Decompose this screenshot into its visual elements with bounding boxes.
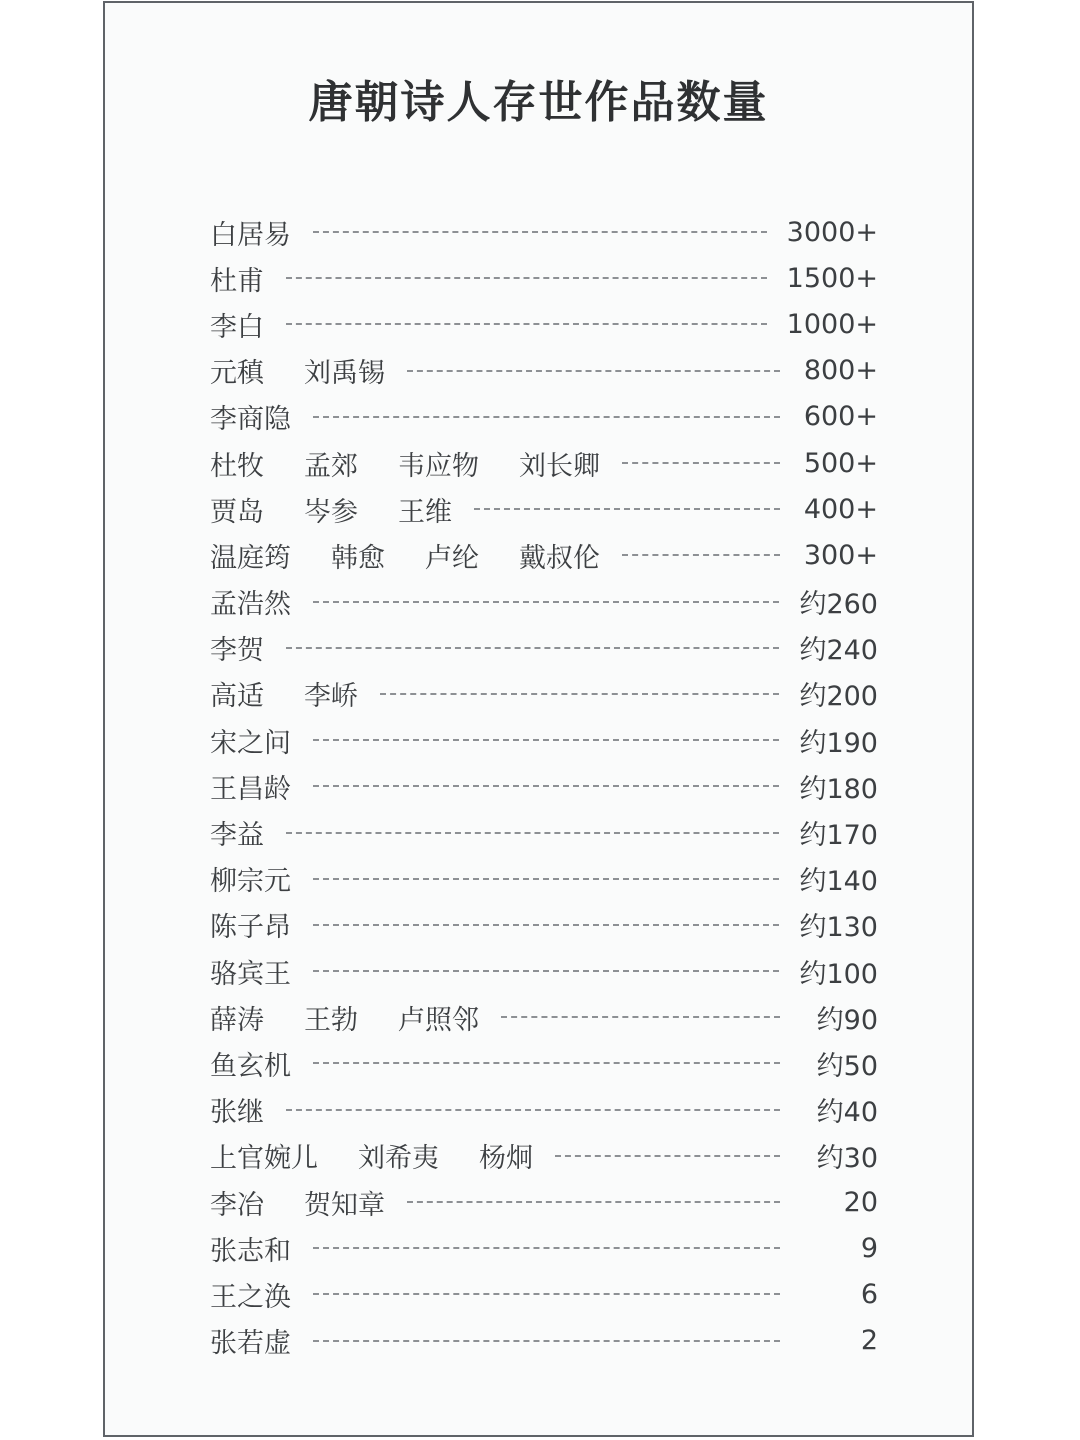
list-item bbox=[210, 763, 878, 809]
dash-leader bbox=[313, 1062, 780, 1064]
dash-leader bbox=[313, 739, 779, 741]
poet-name: 卢纶 bbox=[425, 542, 479, 574]
poet-name: 刘希夷 bbox=[358, 1143, 439, 1175]
dash-leader bbox=[313, 785, 779, 787]
dash-leader bbox=[286, 277, 767, 279]
poet-name: 刘禹锡 bbox=[304, 358, 385, 390]
list-item bbox=[210, 1133, 878, 1179]
work-count: 约180 bbox=[799, 773, 878, 805]
poet-names bbox=[210, 1090, 264, 1129]
poet-name: 杜牧 bbox=[210, 450, 264, 482]
list-item bbox=[210, 902, 878, 948]
work-count: 约50 bbox=[816, 1050, 878, 1082]
poet-name: 鱼玄机 bbox=[210, 1050, 291, 1082]
dash-leader bbox=[286, 832, 779, 834]
dash-leader bbox=[380, 693, 779, 695]
poet-name: 王勃 bbox=[304, 1004, 358, 1036]
list-item bbox=[210, 809, 878, 855]
list-item bbox=[210, 856, 878, 902]
poet-name: 孟浩然 bbox=[210, 589, 291, 621]
dash-leader bbox=[313, 1293, 780, 1295]
poet-name: 高适 bbox=[210, 681, 264, 713]
work-count: 9 bbox=[860, 1232, 878, 1264]
list-item bbox=[210, 1225, 878, 1271]
poet-name: 李白 bbox=[210, 311, 264, 343]
poet-name: 骆宾王 bbox=[210, 958, 291, 990]
poet-names bbox=[210, 998, 479, 1037]
dash-leader bbox=[313, 231, 767, 233]
poet-name: 张若虚 bbox=[210, 1328, 291, 1360]
page-title: 唐朝诗人存世作品数量 bbox=[308, 77, 769, 128]
poet-name: 孟郊 bbox=[304, 450, 358, 482]
poet-name: 刘长卿 bbox=[519, 450, 600, 482]
poet-name: 薛涛 bbox=[210, 1004, 264, 1036]
poet-names bbox=[210, 1321, 291, 1360]
work-count: 500+ bbox=[803, 447, 878, 479]
list-item bbox=[210, 486, 878, 532]
work-count: 约40 bbox=[816, 1097, 878, 1129]
poet-name: 贾岛 bbox=[210, 496, 264, 528]
poet-names bbox=[210, 674, 358, 713]
list-item bbox=[210, 948, 878, 994]
poet-name: 元稹 bbox=[210, 358, 264, 390]
work-count: 约30 bbox=[816, 1143, 878, 1175]
dash-leader bbox=[407, 1201, 780, 1203]
list-item bbox=[210, 394, 878, 440]
poet-names bbox=[210, 351, 385, 390]
list-item bbox=[210, 348, 878, 394]
dash-leader bbox=[313, 1247, 780, 1249]
dash-leader bbox=[313, 416, 780, 418]
list-item bbox=[210, 1040, 878, 1086]
work-count: 3000+ bbox=[786, 216, 878, 248]
poet-names bbox=[210, 444, 600, 483]
poet-name: 岑参 bbox=[304, 496, 358, 528]
poet-names bbox=[210, 536, 600, 575]
poet-name: 贺知章 bbox=[304, 1189, 385, 1221]
poet-names bbox=[210, 767, 291, 806]
poet-name: 李冶 bbox=[210, 1189, 264, 1221]
poet-name: 王昌龄 bbox=[210, 773, 291, 805]
work-count: 约170 bbox=[799, 820, 878, 852]
work-count: 约140 bbox=[799, 866, 878, 898]
dash-leader bbox=[622, 554, 780, 556]
poet-names bbox=[210, 1136, 533, 1175]
work-count: 约100 bbox=[799, 958, 878, 990]
poet-names bbox=[210, 1044, 291, 1083]
poet-name: 李益 bbox=[210, 820, 264, 852]
poet-names bbox=[210, 213, 291, 252]
poet-name: 陈子昂 bbox=[210, 912, 291, 944]
list-item bbox=[210, 301, 878, 347]
poet-name: 李商隐 bbox=[210, 404, 291, 436]
work-count: 约240 bbox=[799, 635, 878, 667]
poet-names bbox=[210, 813, 264, 852]
work-count: 2 bbox=[860, 1325, 878, 1357]
poet-name: 宋之问 bbox=[210, 727, 291, 759]
poet-name: 白居易 bbox=[210, 219, 291, 251]
dash-leader bbox=[313, 1340, 780, 1342]
dash-leader bbox=[286, 323, 767, 325]
list-item bbox=[210, 209, 878, 255]
list-item bbox=[210, 1271, 878, 1317]
poet-name: 王之涣 bbox=[210, 1281, 291, 1313]
list-item bbox=[210, 579, 878, 625]
work-count: 约90 bbox=[816, 1004, 878, 1036]
list-item bbox=[210, 625, 878, 671]
work-count: 1500+ bbox=[786, 262, 878, 294]
poet-name: 上官婉儿 bbox=[210, 1143, 318, 1175]
poet-names bbox=[210, 1183, 385, 1222]
work-count: 20 bbox=[843, 1186, 878, 1218]
poet-names bbox=[210, 1229, 291, 1268]
list-item bbox=[210, 717, 878, 763]
poet-names bbox=[210, 952, 291, 991]
list-item bbox=[210, 671, 878, 717]
dash-leader bbox=[313, 970, 779, 972]
list-item bbox=[210, 1179, 878, 1225]
list-item bbox=[210, 255, 878, 301]
work-count: 约190 bbox=[799, 727, 878, 759]
poet-names bbox=[210, 1275, 291, 1314]
poet-name: 柳宗元 bbox=[210, 866, 291, 898]
poet-name: 李贺 bbox=[210, 635, 264, 667]
dash-leader bbox=[555, 1155, 780, 1157]
poet-name: 张志和 bbox=[210, 1235, 291, 1267]
work-count: 1000+ bbox=[786, 308, 878, 340]
poet-names bbox=[210, 490, 452, 529]
poet-names bbox=[210, 859, 291, 898]
work-count: 约200 bbox=[799, 681, 878, 713]
dash-leader bbox=[313, 601, 779, 603]
dash-leader bbox=[313, 924, 779, 926]
poet-name: 卢照邻 bbox=[398, 1004, 479, 1036]
poet-names bbox=[210, 905, 291, 944]
work-count: 6 bbox=[860, 1278, 878, 1310]
list-item bbox=[210, 994, 878, 1040]
poet-names bbox=[210, 721, 291, 760]
work-count: 300+ bbox=[803, 539, 878, 571]
poet-name: 戴叔伦 bbox=[519, 542, 600, 574]
work-count: 约260 bbox=[799, 589, 878, 621]
work-count: 400+ bbox=[803, 493, 878, 525]
work-count: 800+ bbox=[803, 355, 878, 387]
poet-name: 韦应物 bbox=[398, 450, 479, 482]
poet-name: 李峤 bbox=[304, 681, 358, 713]
poet-names bbox=[210, 582, 291, 621]
list-item bbox=[210, 1318, 878, 1364]
dash-leader bbox=[501, 1016, 780, 1018]
poet-name: 韩愈 bbox=[331, 542, 385, 574]
poet-name: 王维 bbox=[398, 496, 452, 528]
poet-name: 张继 bbox=[210, 1097, 264, 1129]
poet-names bbox=[210, 397, 291, 436]
dash-leader bbox=[286, 647, 779, 649]
poet-names bbox=[210, 259, 264, 298]
page-sheet bbox=[103, 1, 974, 1437]
work-count: 约130 bbox=[799, 912, 878, 944]
dash-leader bbox=[622, 462, 780, 464]
list-item bbox=[210, 1087, 878, 1133]
poet-name: 杜甫 bbox=[210, 265, 264, 297]
work-count: 600+ bbox=[803, 401, 878, 433]
poet-list bbox=[210, 209, 878, 1364]
dash-leader bbox=[313, 878, 779, 880]
list-item bbox=[210, 440, 878, 486]
dash-leader bbox=[474, 508, 780, 510]
list-item bbox=[210, 532, 878, 578]
poet-name: 杨炯 bbox=[479, 1143, 533, 1175]
poet-name: 温庭筠 bbox=[210, 542, 291, 574]
dash-leader bbox=[407, 370, 780, 372]
poet-names bbox=[210, 628, 264, 667]
dash-leader bbox=[286, 1109, 780, 1111]
poet-names bbox=[210, 305, 264, 344]
